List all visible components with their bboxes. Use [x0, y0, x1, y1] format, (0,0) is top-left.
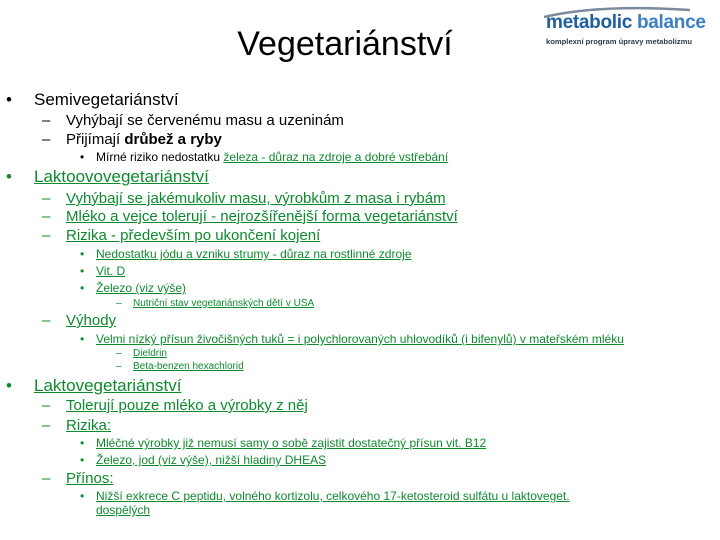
- link-iron[interactable]: železa - důraz na zdroje a dobré vstřebání: [223, 150, 449, 164]
- bullet-marker: •: [80, 281, 85, 295]
- list-item: Vyhýbají se červenému masu a uzeninám: [66, 112, 344, 129]
- dash-marker: –: [42, 190, 51, 207]
- list-item-link[interactable]: Vit. D: [96, 264, 126, 278]
- bullet-marker: •: [80, 332, 85, 346]
- bullet-marker: •: [6, 90, 12, 109]
- dash-marker: –: [42, 312, 51, 329]
- bullet-marker: •: [80, 264, 85, 278]
- dash-marker: –: [42, 112, 51, 129]
- section-heading-lakto[interactable]: Laktovegetariánství: [34, 376, 182, 395]
- bullet-marker: •: [80, 150, 85, 164]
- dash-marker: –: [42, 470, 51, 487]
- section-heading-semi: Semivegetariánství: [34, 90, 179, 109]
- slide-title: Vegetariánství: [237, 25, 453, 63]
- dash-marker: –: [116, 298, 122, 309]
- list-item-link[interactable]: Beta-benzen hexachlorid: [133, 361, 244, 372]
- dash-marker: –: [42, 227, 51, 244]
- list-item-link[interactable]: Dieldrin: [133, 348, 167, 359]
- list-item-link[interactable]: Přínos:: [66, 470, 114, 487]
- metabolic-balance-logo: [540, 6, 720, 56]
- list-item: Mírné riziko nedostatku železa - důraz na zdroje a dobré vstřebání: [96, 150, 449, 164]
- bullet-marker: •: [80, 453, 85, 467]
- list-item-link[interactable]: Mléčné výrobky již nemusí samy o sobě zajistit dostatečný přísun vit. B12: [96, 436, 487, 450]
- dash-marker: –: [42, 397, 51, 414]
- section-heading-lakto-ovo[interactable]: Laktoovovegetariánství: [34, 167, 209, 186]
- list-item-link[interactable]: Vyhýbají se jakémukoliv masu, výrobkům z masa i rybám: [66, 190, 446, 207]
- list-item-link[interactable]: Výhody: [66, 312, 117, 329]
- logo-tagline: komplexní program úpravy metabolizmu: [546, 37, 693, 46]
- list-item-link[interactable]: Železo, jod (viz výše), nižší hladiny DHEAS: [96, 453, 327, 467]
- bullet-marker: •: [80, 436, 85, 450]
- dash-marker: –: [42, 417, 51, 434]
- list-item-link[interactable]: Tolerují pouze mléko a výrobky z něj: [66, 397, 308, 414]
- dash-marker: –: [116, 348, 122, 359]
- bullet-marker: •: [80, 247, 85, 261]
- list-item-link[interactable]: Mléko a vejce tolerují - nejrozšířenější forma vegetariánství: [66, 208, 458, 225]
- list-item-link[interactable]: Rizika - především po ukončení kojení: [66, 227, 321, 244]
- bullet-marker: •: [80, 489, 85, 503]
- list-item-link[interactable]: Nedostatku jódu a vzniku strumy - důraz na rostlinné zdroje: [96, 247, 412, 261]
- list-item-link[interactable]: Rizika:: [66, 417, 112, 434]
- list-item: Přijímají drůbež a ryby: [66, 131, 222, 148]
- list-item-link[interactable]: Nižší exkrece C peptidu, volného kortizolu, celkového 17-ketosteroid sulfátu u laktoveget.: [96, 489, 570, 503]
- bullet-marker: •: [6, 376, 12, 395]
- list-item-link[interactable]: Velmi nízký přísun živočišných tuků = i polychlorovaných uhlovodíků (i bifenylů) v mateřském mléku: [96, 332, 624, 346]
- list-item-link-continued[interactable]: dospělých: [96, 503, 151, 517]
- list-item-link[interactable]: Železo (viz výše): [96, 281, 187, 295]
- bullet-marker: •: [6, 167, 12, 186]
- dash-marker: –: [42, 208, 51, 225]
- emphasis-text: drůbež a ryby: [124, 131, 222, 148]
- dash-marker: –: [42, 131, 51, 148]
- list-item-link[interactable]: Nutriční stav vegetariánských dětí v USA: [133, 298, 315, 309]
- dash-marker: –: [116, 361, 122, 372]
- logo-wordmark: metabolic balance: [546, 12, 706, 33]
